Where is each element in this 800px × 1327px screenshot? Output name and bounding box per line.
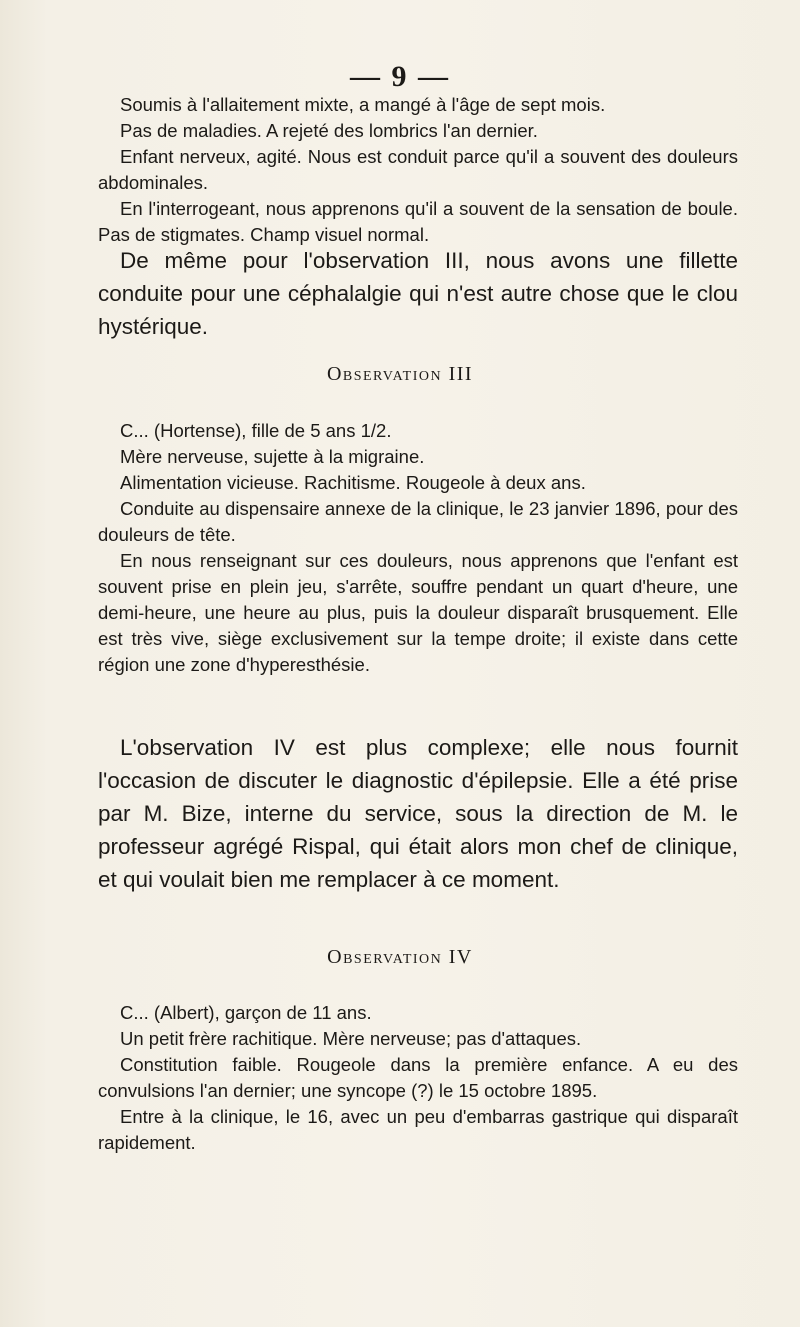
- paragraph: L'observation IV est plus complexe; elle nous fournit l'occasion de discuter le diagnostic d'épilepsie. Elle a été prise par M. Bize, interne du service, sous la direction de M. le professeur agrégé Rispal, qui était alors mon chef de clinique, et qui voulait bien me remplacer à ce moment.: [98, 735, 738, 892]
- section-heading-observation-3: Observation III: [326, 363, 474, 385]
- paragraph: Alimentation vicieuse. Rachitisme. Rougeole à deux ans.: [120, 472, 586, 493]
- paragraph: De même pour l'observation III, nous avons une fillette conduite pour une céphalalgie qui n'est autre chose que le clou hystérique.: [98, 248, 738, 339]
- paragraph: C... (Hortense), fille de 5 ans 1/2.: [120, 420, 392, 441]
- paragraph: Enfant nerveux, agité. Nous est conduit parce qu'il a souvent des douleurs abdominales.: [98, 146, 738, 193]
- paragraph: Conduite au dispensaire annexe de la clinique, le 23 janvier 1896, pour des douleurs de tête.: [98, 498, 738, 545]
- body-paragraph-2: [98, 731, 738, 896]
- case-notes-block-2: [98, 418, 738, 678]
- body-paragraph-1: [98, 244, 738, 343]
- paragraph: En nous renseignant sur ces douleurs, nous apprenons que l'enfant est souvent prise en plein jeu, s'arrête, souffre pendant un quart d'heure, une demi-heure, une heure au plus, puis la douleur disparaît brusquement. Elle est très vive, siège exclusivement sur la tempe droite; il existe dans cette région une zone d'hyperesthésie.: [98, 550, 738, 675]
- paragraph: Constitution faible. Rougeole dans la première enfance. A eu des convulsions l'an dernier; une syncope (?) le 15 octobre 1895.: [98, 1054, 738, 1101]
- paragraph: Pas de maladies. A rejeté des lombrics l'an dernier.: [120, 120, 538, 141]
- paragraph: Entre à la clinique, le 16, avec un peu d'embarras gastrique qui disparaît rapidement.: [98, 1106, 738, 1153]
- paragraph: Mère nerveuse, sujette à la migraine.: [120, 446, 425, 467]
- paragraph: Soumis à l'allaitement mixte, a mangé à l'âge de sept mois.: [120, 94, 606, 115]
- section-heading-observation-4: Observation IV: [327, 946, 473, 968]
- case-notes-block-1: [98, 92, 738, 248]
- page-number: — 9 —: [350, 60, 450, 93]
- paragraph: C... (Albert), garçon de 11 ans.: [120, 1002, 372, 1023]
- paragraph: En l'interrogeant, nous apprenons qu'il a souvent de la sensation de boule. Pas de stigmates. Champ visuel normal.: [98, 198, 738, 245]
- case-notes-block-3: [98, 1000, 738, 1156]
- paragraph: Un petit frère rachitique. Mère nerveuse; pas d'attaques.: [120, 1028, 582, 1049]
